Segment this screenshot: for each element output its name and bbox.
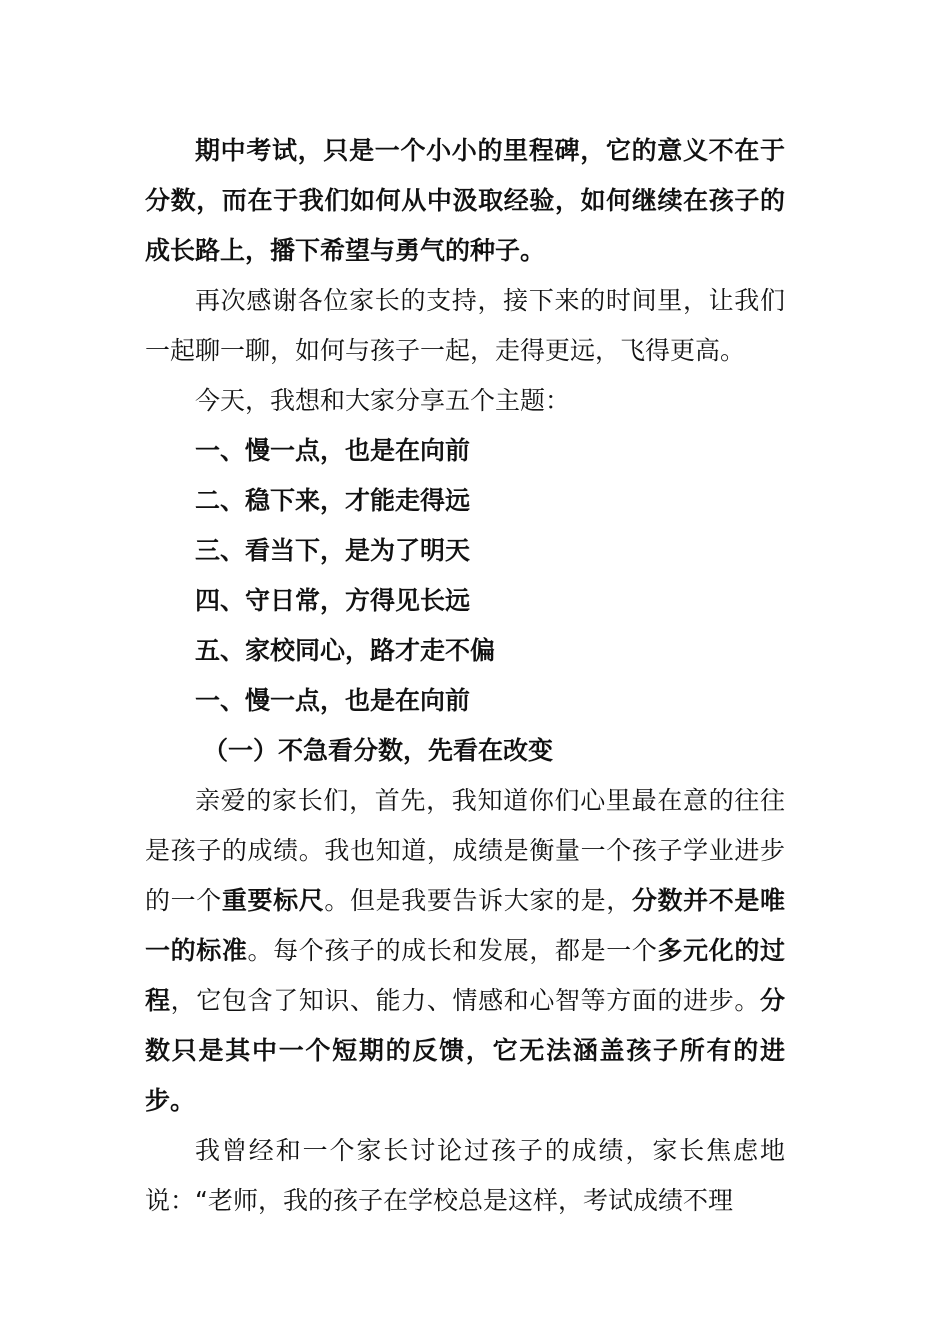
text-run: 。但是我要告诉大家的是，	[324, 886, 632, 915]
document-body	[145, 126, 785, 1226]
text-run: ，它包含了知识、能力、情感和心智等方面的进步。	[170, 986, 760, 1015]
bold-run: 重要标尺	[221, 886, 325, 915]
bold-run: 分数只是其中一个短期的反馈，它无法涵盖孩子所有的进步。	[145, 986, 785, 1115]
body-paragraph-1	[145, 776, 785, 1126]
intro-paragraph-2: 再次感谢各位家长的支持，接下来的时间里，让我们一起聊一聊，如何与孩子一起，走得更远，飞得更高。	[145, 286, 785, 365]
intro-paragraph-1: 期中考试，只是一个小小的里程碑，它的意义不在于分数，而在于我们如何从中汲取经验，如何继续在孩子的成长路上，播下希望与勇气的种子。	[145, 136, 785, 265]
theme-item-4: 四、守日常，方得见长远	[195, 586, 471, 615]
bold-run: 分数并不是唯一的标准	[145, 886, 785, 965]
body-paragraph-2: 我曾经和一个家长讨论过孩子的成绩，家长焦虑地说：“老师，我的孩子在学校总是这样，考试成绩不理	[145, 1136, 785, 1215]
bold-run: 多元化的过程	[145, 936, 785, 1015]
theme-item-1: 一、慢一点，也是在向前	[195, 436, 471, 465]
theme-item-3: 三、看当下，是为了明天	[195, 536, 471, 565]
text-run: 亲爱的家长们，首先，我知道你们心里最在意的往往是孩子的成绩。我也知道，成绩是衡量一个孩子学业进步的一个	[145, 786, 785, 915]
theme-item-2: 二、稳下来，才能走得远	[195, 486, 471, 515]
text-run: 。每个孩子的成长和发展，都是一个	[247, 936, 658, 965]
section-subheading: （一）不急看分数，先看在改变	[203, 736, 554, 765]
intro-paragraph-3: 今天，我想和大家分享五个主题：	[195, 386, 571, 415]
theme-item-5: 五、家校同心，路才走不偏	[195, 636, 496, 665]
section-heading: 一、慢一点，也是在向前	[195, 686, 471, 715]
